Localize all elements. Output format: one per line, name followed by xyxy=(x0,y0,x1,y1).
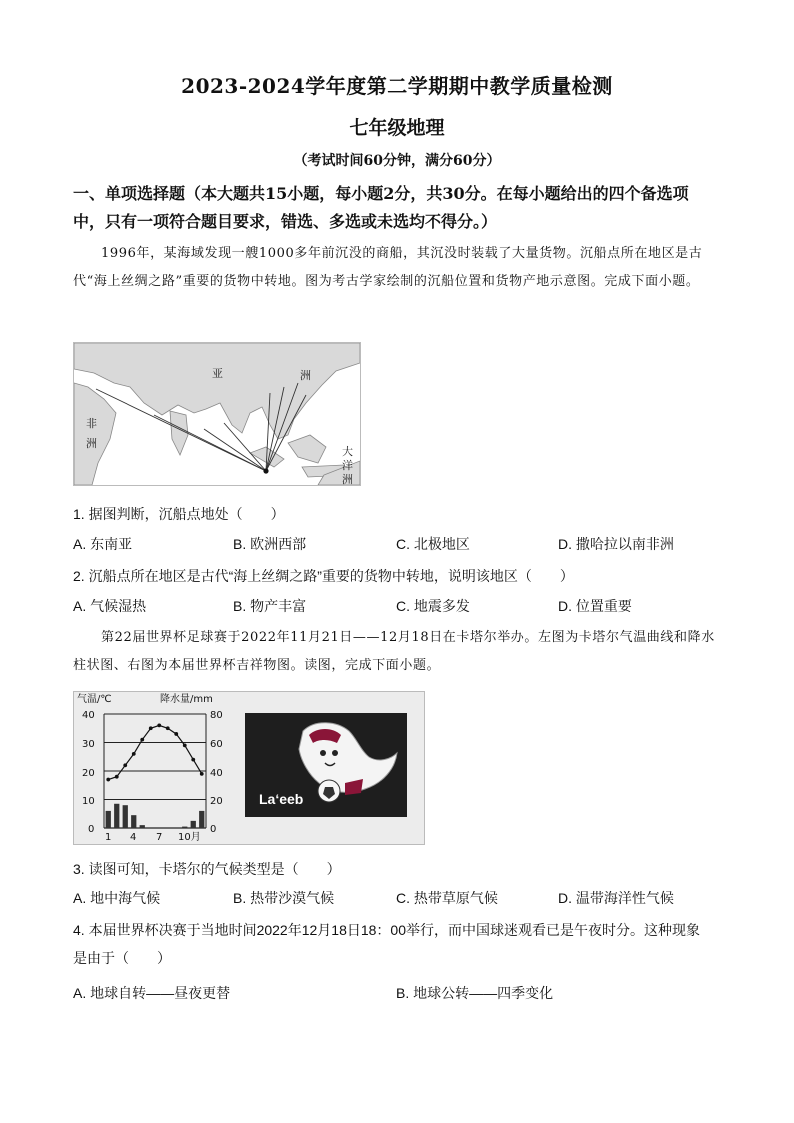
question-4-stem-line2: 是由于（ ） xyxy=(73,950,171,966)
precip-tick-60: 60 xyxy=(210,739,223,750)
q3-option-b[interactable]: B. 热带沙漠气候 xyxy=(233,890,335,906)
temp-point-11 xyxy=(191,758,195,762)
precip-bar-11 xyxy=(191,821,196,828)
precip-tick-0: 0 xyxy=(210,824,217,835)
month-tick-7: 7 xyxy=(156,832,163,843)
q1-option-a[interactable]: A. 东南亚 xyxy=(73,536,133,552)
precip-bar-3 xyxy=(123,805,128,828)
passage-1: 1996年，某海域发现一艘1000多年前沉没的商船，其沉没时装载了大量货物。沉船点所在地区是古代“海上丝绸之路”重要的货物中转地。图为考古学家绘制的沉船位置和货物产地示意图。完成下面小题。 xyxy=(73,246,703,289)
passage-2: 第22届世界杯足球赛于2022年11月21日——12月18日在卡塔尔举办。左图为卡塔尔气温曲线和降水柱状图、右图为本届世界杯吉祥物图。读图，完成下面小题。 xyxy=(73,630,715,673)
world-cup-figure xyxy=(73,691,425,845)
precip-bars xyxy=(106,804,205,828)
precip-bar-2 xyxy=(114,804,119,828)
temp-tick-20: 20 xyxy=(82,768,95,779)
temp-tick-10: 10 xyxy=(82,796,95,807)
section-heading xyxy=(73,180,733,236)
exam-title: 2023-2024学年度第二学期期中教学质量检测 xyxy=(181,74,613,98)
q4-option-b[interactable]: B. 地球公转——四季变化 xyxy=(396,985,554,1001)
precip-tick-80: 80 xyxy=(210,710,223,721)
precip-bar-12 xyxy=(199,811,204,828)
temp-point-10 xyxy=(183,743,187,747)
temp-tick-30: 30 xyxy=(82,739,95,750)
temp-point-9 xyxy=(174,732,178,736)
mascot-image xyxy=(245,713,407,817)
q1-option-c[interactable]: C. 北极地区 xyxy=(396,536,470,552)
q1-option-b[interactable]: B. 欧洲西部 xyxy=(233,536,307,552)
shipwreck-point xyxy=(263,468,268,473)
temp-curve xyxy=(106,724,203,782)
temp-point-8 xyxy=(166,726,170,730)
temp-axis-title: 气温/℃ xyxy=(77,694,112,705)
map-label-asia-2: 洲 xyxy=(300,369,311,382)
temp-tick-0: 0 xyxy=(88,824,95,835)
q2-option-c[interactable]: C. 地震多发 xyxy=(396,598,470,614)
map-africa-land xyxy=(74,383,116,485)
map-label-oceania-1: 大 xyxy=(342,445,353,458)
question-4-options xyxy=(73,983,733,1007)
climate-chart xyxy=(74,692,234,844)
map-label-africa-2: 洲 xyxy=(86,437,97,450)
month-tick-1: 1 xyxy=(105,832,112,843)
q2-option-d[interactable]: D. 位置重要 xyxy=(558,598,632,614)
temp-point-5 xyxy=(140,738,144,742)
month-tick-4: 4 xyxy=(130,832,137,843)
question-2-stem: 2. 沉船点所在地区是古代“海上丝绸之路”重要的货物中转地，说明该地区（ ） xyxy=(73,568,574,584)
question-1-stem: 1. 据图判断，沉船点地处（ ） xyxy=(73,506,285,522)
mascot-name: La‘eeb xyxy=(259,791,304,807)
q2-option-a[interactable]: A. 气候湿热 xyxy=(73,598,147,614)
temp-point-1 xyxy=(106,778,110,782)
shipwreck-map xyxy=(73,342,361,486)
precip-bar-5 xyxy=(140,825,145,828)
map-label-oceania-2: 洋 xyxy=(342,459,353,472)
q2-option-b[interactable]: B. 物产丰富 xyxy=(233,598,307,614)
question-2-options xyxy=(73,596,733,620)
temp-point-2 xyxy=(115,775,119,779)
temp-tick-40: 40 xyxy=(82,710,95,721)
precip-bar-4 xyxy=(131,815,136,828)
q1-option-d[interactable]: D. 撒哈拉以南非洲 xyxy=(558,536,674,552)
map-label-asia-1: 亚 xyxy=(212,367,223,380)
question-4-stem xyxy=(73,916,728,972)
q3-option-a[interactable]: A. 地中海气候 xyxy=(73,890,161,906)
q3-option-d[interactable]: D. 温带海洋性气候 xyxy=(558,890,674,906)
section-heading-line2: 中，只有一项符合题目要求，错选、多选或未选均不得分。） xyxy=(73,212,498,231)
q3-option-c[interactable]: C. 热带草原气候 xyxy=(396,890,498,906)
subject-title: 七年级地理 xyxy=(349,117,445,139)
temp-point-4 xyxy=(132,752,136,756)
precip-tick-20: 20 xyxy=(210,796,223,807)
map-svg xyxy=(74,343,360,485)
precip-axis-title: 降水量/mm xyxy=(160,694,213,705)
map-eurasia-land xyxy=(74,343,360,439)
precip-bar-1 xyxy=(106,811,111,828)
question-3-stem: 3. 读图可知，卡塔尔的气候类型是（ ） xyxy=(73,861,341,877)
precip-tick-40: 40 xyxy=(210,768,223,779)
map-india-land xyxy=(170,411,188,455)
q4-option-a[interactable]: A. 地球自转——昼夜更替 xyxy=(73,985,231,1001)
month-tick-10: 10月 xyxy=(178,832,201,843)
temp-point-12 xyxy=(200,772,204,776)
question-4-stem-line1: 4. 本届世界杯决赛于当地时间2022年12月18日18：00举行，而中国球迷观看已是午夜时分。这种现象 xyxy=(73,922,700,938)
question-3-options xyxy=(73,888,733,912)
map-label-africa-1: 非 xyxy=(86,417,97,430)
section-heading-line1: 一、单项选择题（本大题共15小题，每小题2分，共30分。在每小题给出的四个备选项 xyxy=(73,184,689,203)
exam-note: （考试时间60分钟，满分60分） xyxy=(293,153,501,169)
temp-point-3 xyxy=(123,763,127,767)
precip-bar-10 xyxy=(182,827,187,828)
temp-point-7 xyxy=(157,724,161,728)
map-label-oceania-3: 洲 xyxy=(342,473,353,485)
temp-point-6 xyxy=(149,726,153,730)
question-1-options xyxy=(73,534,733,558)
